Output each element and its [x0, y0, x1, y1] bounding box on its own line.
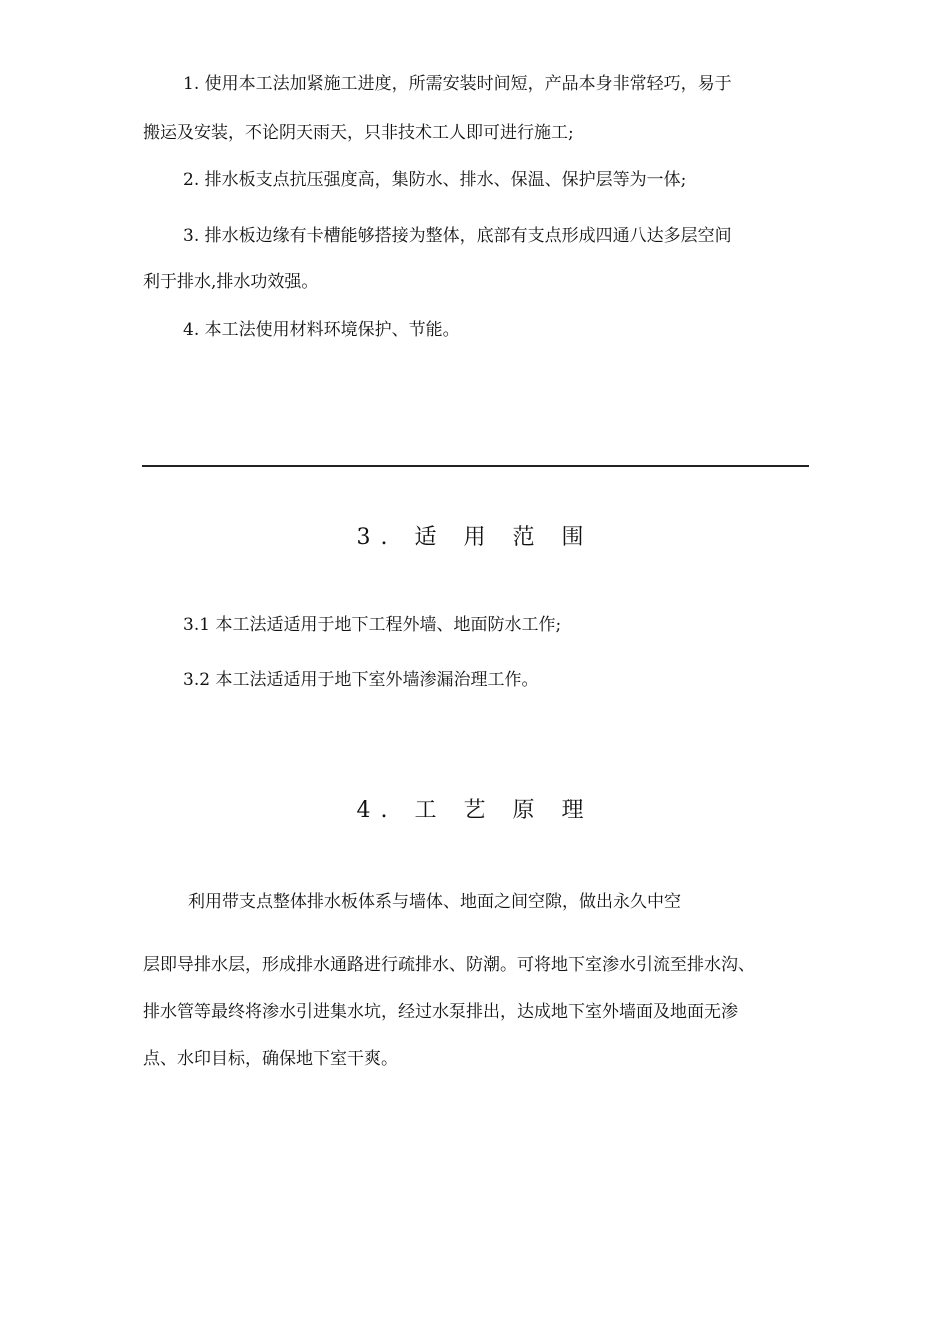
section-divider — [142, 465, 809, 467]
section-4-paragraph-line-1: 利用带支点整体排水板体系与墙体、地面之间空隙，做出永久中空 — [188, 892, 681, 912]
advantage-item-4: 4. 本工法使用材料环境保护、节能。 — [183, 320, 460, 340]
section-4-paragraph-line-3: 排水管等最终将渗水引进集水坑，经过水泵排出，达成地下室外墙面及地面无渗 — [143, 1002, 738, 1022]
advantage-item-3-line-1: 3. 排水板边缘有卡槽能够搭接为整体，底部有支点形成四通八达多层空间 — [183, 226, 732, 246]
section-4-paragraph-line-2: 层即导排水层，形成排水通路进行疏排水、防潮。可将地下室渗水引流至排水沟、 — [143, 955, 755, 975]
section-4-title: 4. 工 艺 原 理 — [356, 798, 594, 823]
advantage-item-1-line-1: 1. 使用本工法加紧施工进度，所需安装时间短，产品本身非常轻巧，易于 — [183, 74, 732, 94]
advantage-item-3-line-2: 利于排水,排水功效强。 — [143, 272, 319, 292]
section-3-title: 3. 适 用 范 围 — [356, 525, 594, 550]
section-3-item-1: 3.1 本工法适适用于地下工程外墙、地面防水工作; — [183, 615, 562, 635]
section-3-item-2: 3.2 本工法适适用于地下室外墙渗漏治理工作。 — [183, 670, 539, 690]
section-4-paragraph-line-4: 点、水印目标，确保地下室干爽。 — [143, 1049, 398, 1069]
advantage-item-1-line-2: 搬运及安装，不论阴天雨天，只非技术工人即可进行施工; — [143, 123, 574, 143]
advantage-item-2: 2. 排水板支点抗压强度高，集防水、排水、保温、保护层等为一体; — [183, 170, 687, 190]
